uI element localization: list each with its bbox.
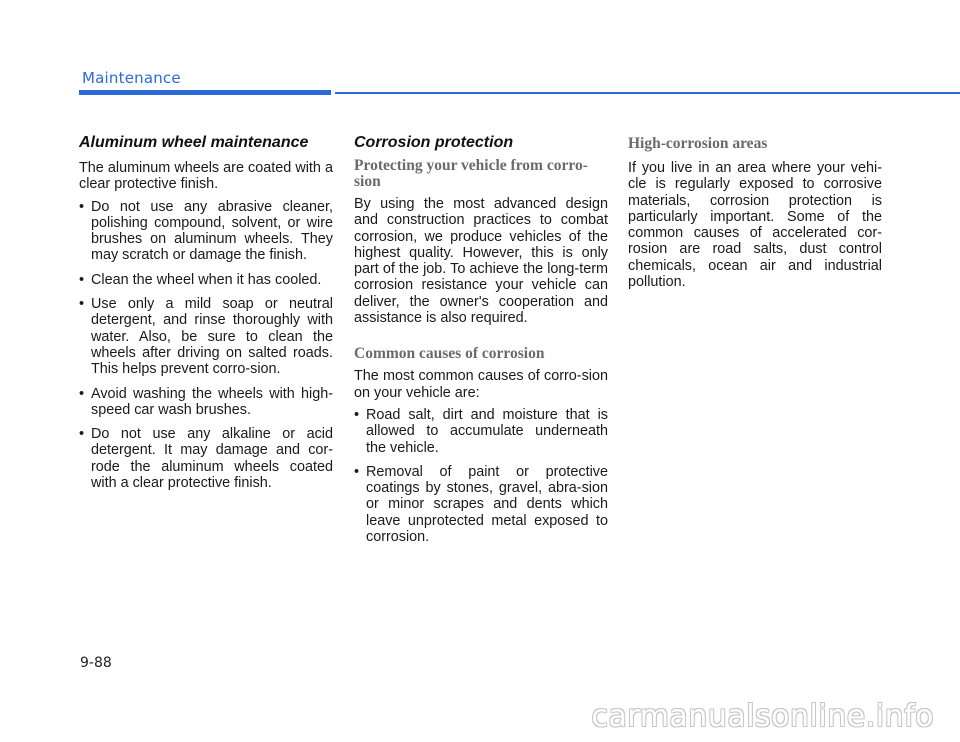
protecting-vehicle-paragraph: By using the most advanced design and construction practices to combat corrosion, we produce vehicles of the highest quality. However, this is only part of the job. To achieve the long-term corrosion resistance your vehicle can deliver, the owner's cooperation and assistance is also required. — [354, 196, 608, 327]
bullet-icon: • — [79, 426, 85, 443]
common-causes-subheading: Common causes of corrosion — [354, 345, 545, 363]
list-item: • Use only a mild soap or neutral detergent, and rinse thoroughly with water. Also, be sure to clean the wheels after driving on salted roads. This helps prevent corro-sion. — [79, 296, 333, 378]
list-item: • Avoid washing the wheels with high-speed car wash brushes. — [79, 385, 333, 418]
column-high-corrosion — [628, 134, 882, 290]
corrosion-protection-title: Corrosion protection — [354, 134, 514, 151]
common-causes-paragraph: The most common causes of corro-sion on your vehicle are: — [354, 368, 608, 401]
bullet-icon: • — [79, 271, 85, 288]
bullet-icon: • — [79, 296, 85, 313]
column-aluminum-wheel — [79, 134, 333, 499]
watermark: carmanualsonline.info — [591, 699, 934, 734]
high-corrosion-paragraph: If you live in an area where your vehi-cle is regularly exposed to corrosive materials, corrosion protection is particularly important. Some of the common causes of accelerated cor-rosion are road salts, dust control chemicals, ocean air and industrial pollution. — [628, 160, 882, 291]
list-item: • Removal of paint or protective coatings by stones, gravel, abra-sion or minor scrapes and dents which leave unprotected metal exposed to corrosion. — [354, 463, 608, 546]
bullet-icon: • — [79, 198, 85, 215]
page-number: 9-88 — [80, 655, 112, 671]
common-causes-bullet-list — [354, 407, 608, 545]
list-item: • Clean the wheel when it has cooled. — [79, 271, 322, 288]
section-header-label: Maintenance — [82, 69, 181, 87]
protecting-vehicle-subheading: Protecting your vehicle from corro-sion — [354, 157, 588, 190]
header-rule-thin — [335, 92, 960, 94]
bullet-icon: • — [79, 385, 85, 402]
bullet-icon: • — [354, 406, 360, 423]
high-corrosion-subheading: High-corrosion areas — [628, 135, 768, 152]
aluminum-wheel-bullet-list — [79, 199, 333, 492]
column-corrosion-protection — [354, 134, 608, 553]
list-item: • Road salt, dirt and moisture that is allowed to accumulate underneath the vehicle. — [354, 406, 608, 456]
header-rule-thick — [79, 90, 331, 95]
list-item: • Do not use any alkaline or acid detergent. It may damage and cor-rode the aluminum wheels coated with a clear protective finish. — [79, 426, 333, 492]
list-item: • Do not use any abrasive cleaner, polishing compound, solvent, or wire brushes on aluminum wheels. They may scratch or damage the finish. — [79, 198, 333, 264]
bullet-icon: • — [354, 463, 360, 480]
aluminum-wheel-intro: The aluminum wheels are coated with a clear protective finish. — [79, 160, 333, 193]
aluminum-wheel-title: Aluminum wheel maintenance — [79, 134, 309, 151]
